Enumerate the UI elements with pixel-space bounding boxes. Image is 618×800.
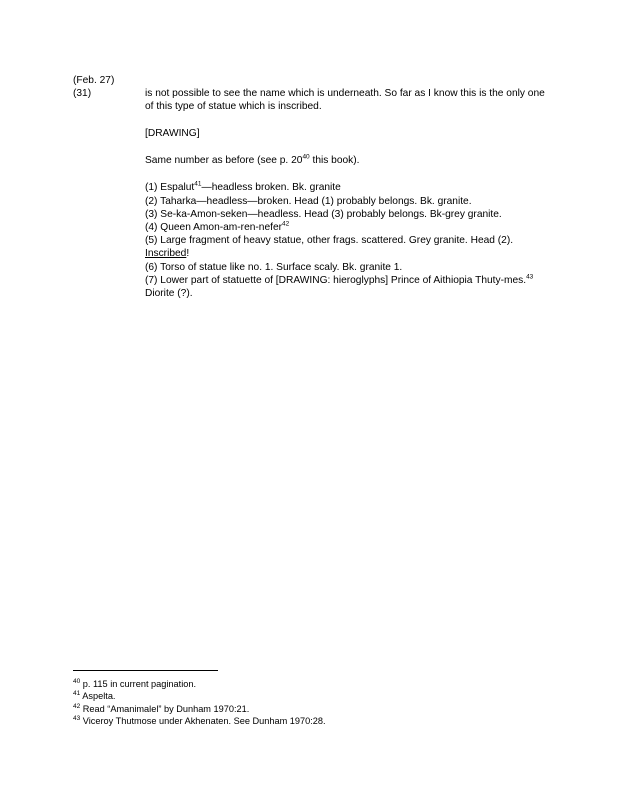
list-item: (5) Large fragment of heavy statue, other frags. scattered. Grey granite. Head (2). [145, 235, 514, 246]
body-line: of this type of statue which is inscribed. [145, 101, 322, 112]
list-item: (3) Se-ka-Amon-seken—headless. Head (3) probably belongs. Bk-grey granite. [145, 209, 502, 220]
footnote: $^{40}$ p. 115 in current pagination. [73, 677, 197, 689]
footnote: $^{41}$ Aspelta. [73, 690, 116, 702]
underlined-word: Inscribed [145, 248, 187, 259]
footnote-ref-41: 41 [194, 180, 202, 188]
list-item: (7) Lower part of statuette of [DRAWING: hieroglyphs] Prince of Aithiopia Thuty-mes.$^{43}$ [145, 273, 534, 286]
footnote-ref-40: 40 [302, 153, 310, 161]
footnote-ref-43: 43 [526, 273, 534, 281]
list-item: (2) Taharka—headless—broken. Head (1) probably belongs. Bk. granite. [145, 196, 472, 207]
body-line: is not possible to see the name which is underneath. So far as I know this is the only one [145, 88, 545, 99]
drawing-placeholder: [DRAWING] [145, 128, 200, 139]
list-item: (6) Torso of statue like no. 1. Surface scaly. Bk. granite 1. [145, 262, 403, 273]
list-item-continuation: Diorite (?). [145, 288, 193, 299]
list-item: (1) Espalut$^{41}$—headless broken. Bk. granite [145, 180, 341, 193]
footnote-separator [73, 670, 218, 671]
entry-date: (Feb. 27) [73, 75, 115, 86]
list-item: (4) Queen Amon-am-ren-nefer$^{42}$ [145, 220, 290, 233]
footnote-ref-42: 42 [282, 220, 290, 228]
footnote: $^{42}$ Read “Amanimalel” by Dunham 1970:21. [73, 702, 250, 714]
entry-page-number: (31) [73, 88, 92, 99]
list-item-continuation: Inscribed! [145, 248, 190, 259]
footnotes [73, 678, 326, 728]
same-number-note: Same number as before (see p. $20^{40}$ this book). [145, 153, 360, 166]
footnote: $^{43}$ Viceroy Thutmose under Akhenaten. See Dunham 1970:28. [73, 715, 326, 727]
